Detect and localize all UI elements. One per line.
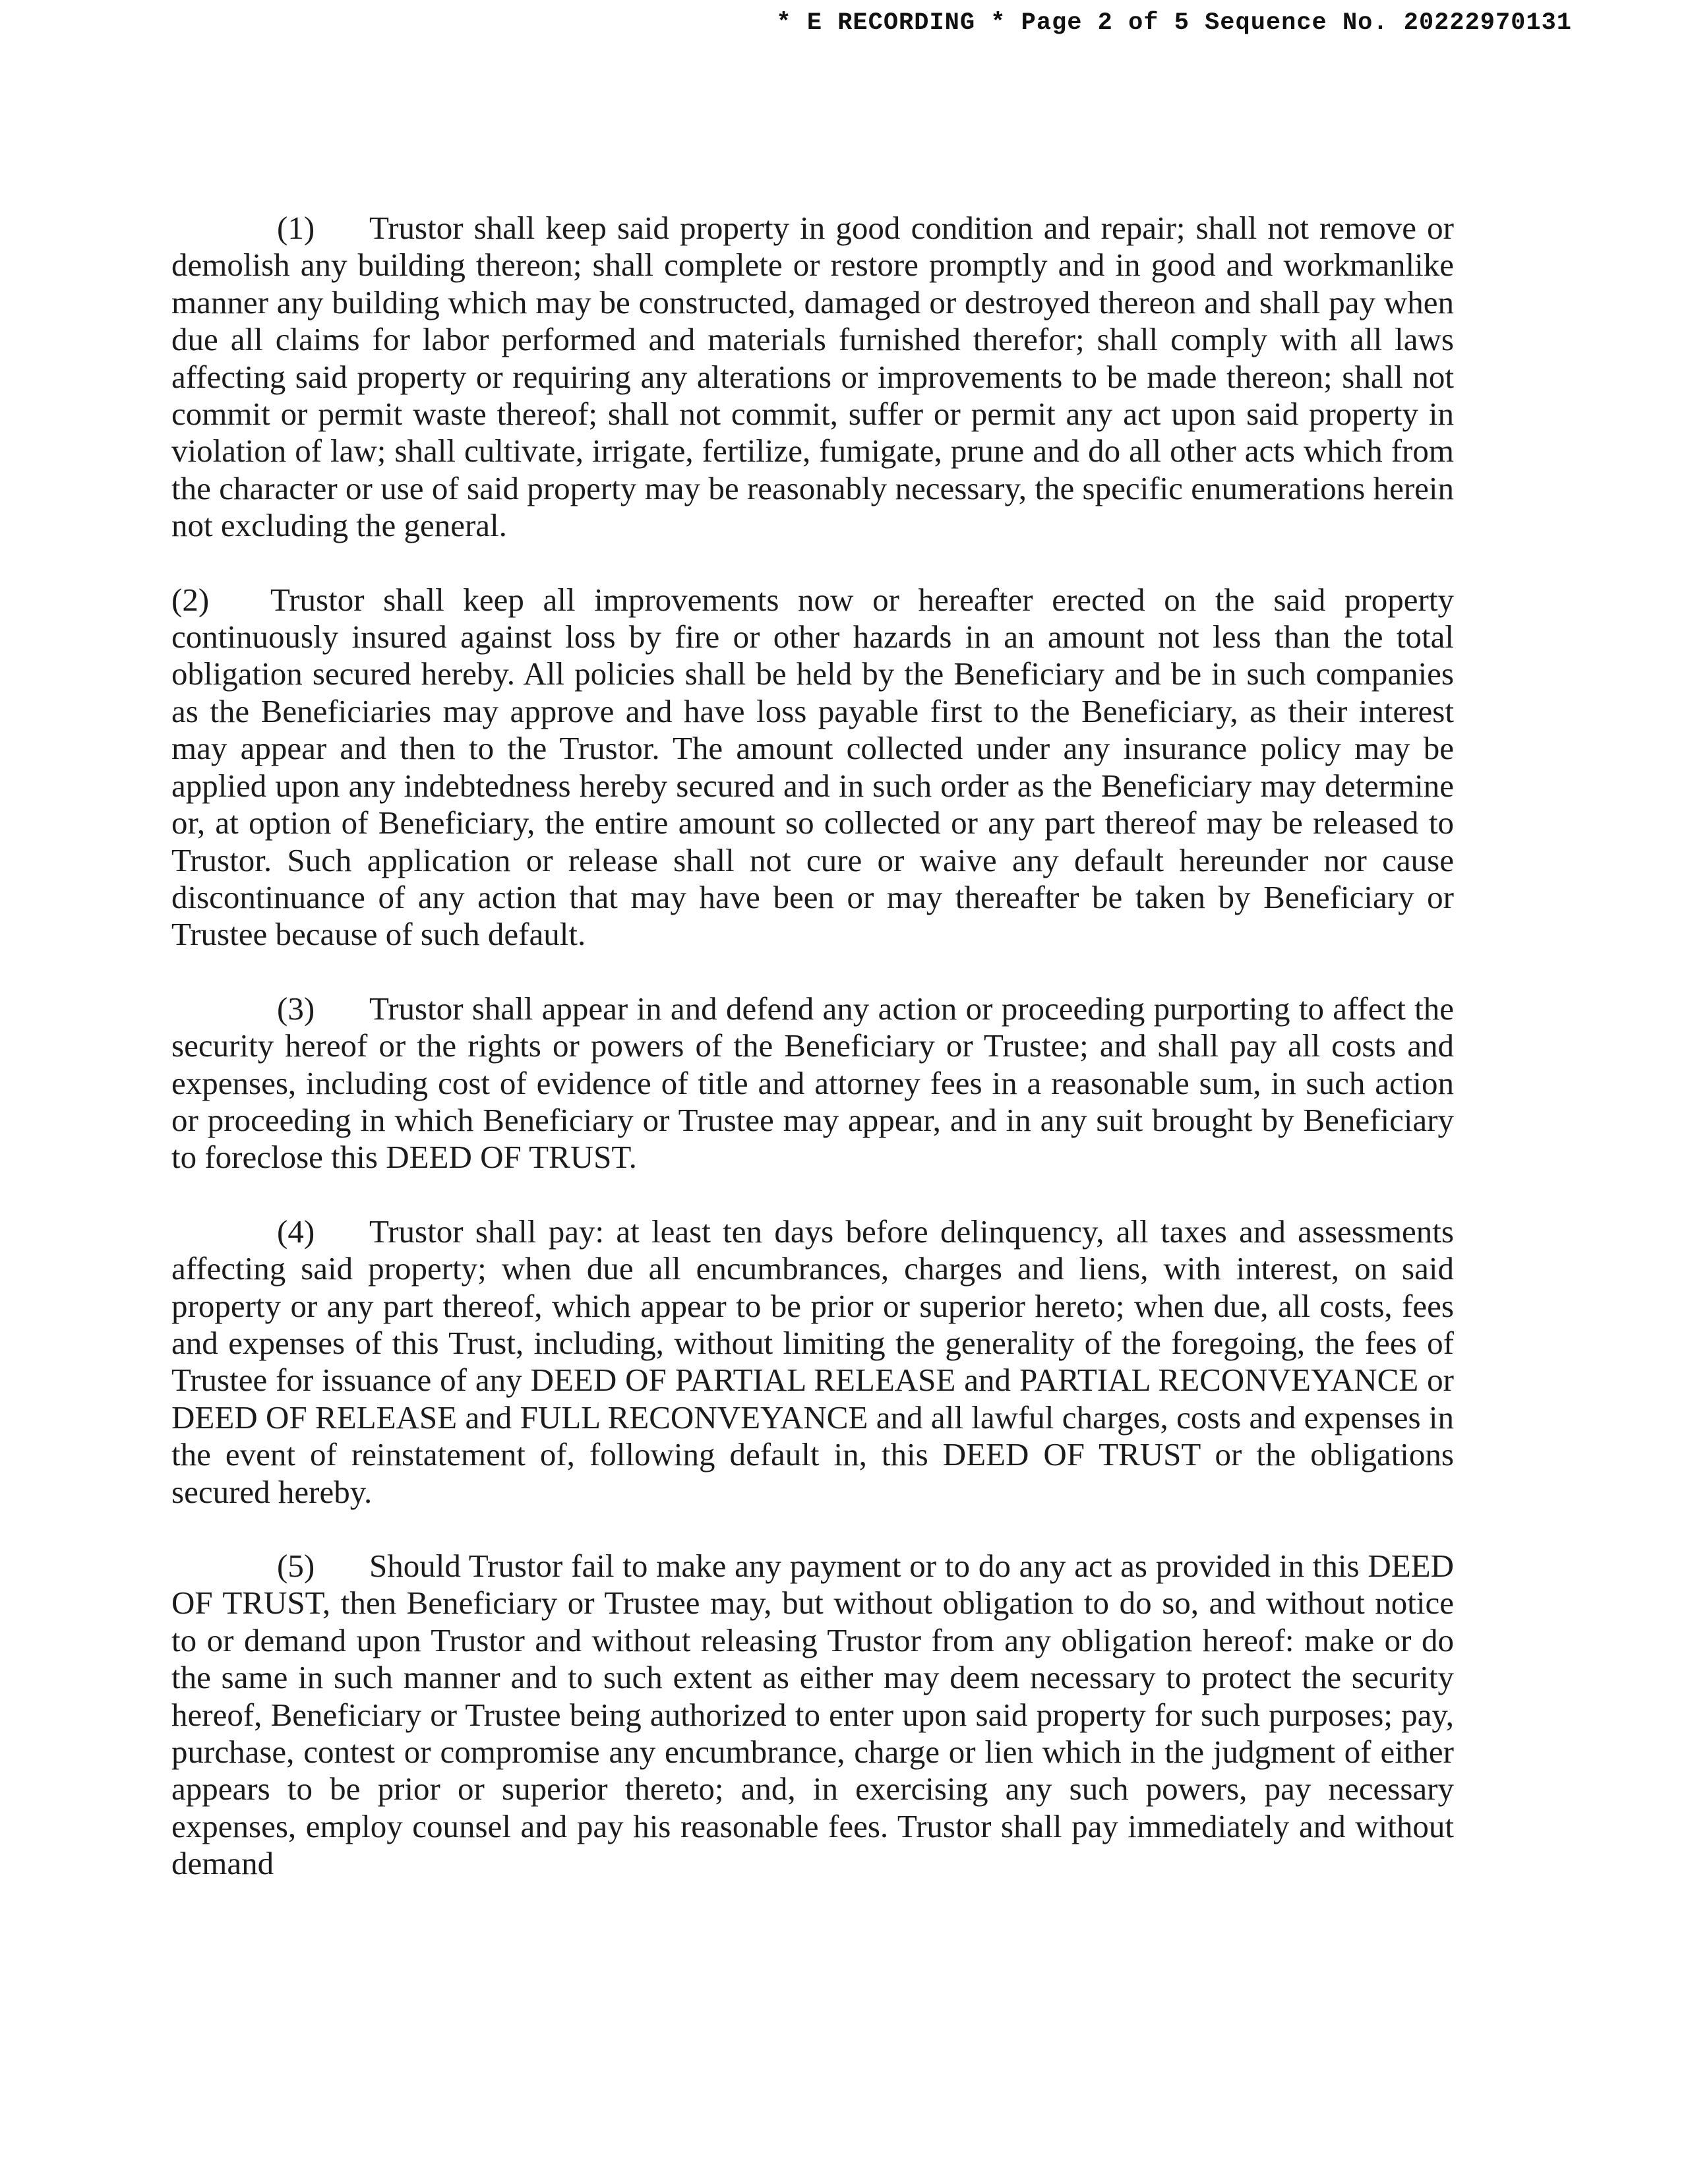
paragraph-4 xyxy=(171,1213,1454,1511)
paragraph-number: (1) xyxy=(277,210,315,246)
paragraph-number: (2) xyxy=(171,581,210,618)
paragraph-3 xyxy=(171,990,1454,1176)
paragraph-5 xyxy=(171,1548,1454,1883)
paragraph-number: (3) xyxy=(277,990,315,1027)
paragraph-text: Trustor shall keep all improvements now or hereafter erected on the said property continuously insured against loss by fire or other hazards in an amount not less than the total obligation secured hereby. All policies shall be held by the Beneficiary and be in such companies as the Beneficiaries may approve and have loss payable first to the Beneficiary, as their interest may appear and then to the Trustor. The amount collected under any insurance policy may be applied upon any indebtedness hereby secured and in such order as the Beneficiary may determine or, at option of Beneficiary, the entire amount so collected or any part thereof may be released to Trustor. Such application or release shall not cure or waive any default hereunder nor cause discontinuance of any action that may have been or may thereafter be taken by Beneficiary or Trustee because of such default. xyxy=(171,581,1454,953)
paragraph-2 xyxy=(171,582,1454,954)
document-body xyxy=(171,210,1454,1920)
paragraph-text: Trustor shall keep said property in good condition and repair; shall not remove or demolish any building thereon; shall complete or restore promptly and in good and workmanlike manner any building which may be constructed, damaged or destroyed thereon and shall pay when due all claims for labor performed and materials furnished therefor; shall comply with all laws affecting said property or requiring any alterations or improvements to be made thereon; shall not commit or permit waste thereof; shall not commit, suffer or permit any act upon said property in violation of law; shall cultivate, irrigate, fertilize, fumigate, prune and do all other acts which from the character or use of said property may be reasonably necessary, the specific enumerations herein not excluding the general. xyxy=(171,210,1454,544)
paragraph-text: Should Trustor fail to make any payment or to do any act as provided in this DEED OF TRUST, then Beneficiary or Trustee may, but without obligation to do so, and without notice to or demand upon Trustor and without releasing Trustor from any obligation hereof: make or do the same in such manner and to such extent as either may deem necessary to protect the security hereof, Beneficiary or Trustee being authorized to enter upon said property for such purposes; pay, purchase, contest or compromise any encumbrance, charge or lien which in the judgment of either appears to be prior or superior thereto; and, in exercising any such powers, pay necessary expenses, employ counsel and pay his reasonable fees. Trustor shall pay immediately and without demand xyxy=(171,1548,1454,1882)
paragraph-number: (4) xyxy=(277,1213,315,1250)
paragraph-text: Trustor shall appear in and defend any action or proceeding purporting to affect the security hereof or the rights or powers of the Beneficiary or Trustee; and shall pay all costs and expenses, including cost of evidence of title and attorney fees in a reasonable sum, in such action or proceeding in which Beneficiary or Trustee may appear, and in any suit brought by Beneficiary to foreclose this DEED OF TRUST. xyxy=(171,990,1454,1176)
recording-header: * E RECORDING * Page 2 of 5 Sequence No. 20222970131 xyxy=(776,9,1572,37)
paragraph-1 xyxy=(171,210,1454,545)
paragraph-text: Trustor shall pay: at least ten days before delinquency, all taxes and assessments affecting said property; when due all encumbrances, charges and liens, with interest, on said property or any part thereof, which appear to be prior or superior hereto; when due, all costs, fees and expenses of this Trust, including, without limiting the generality of the foregoing, the fees of Trustee for issuance of any DEED OF PARTIAL RELEASE and PARTIAL RECONVEYANCE or DEED OF RELEASE and FULL RECONVEYANCE and all lawful charges, costs and expenses in the event of reinstatement of, following default in, this DEED OF TRUST or the obligations secured hereby. xyxy=(171,1213,1454,1510)
paragraph-number: (5) xyxy=(277,1548,315,1584)
